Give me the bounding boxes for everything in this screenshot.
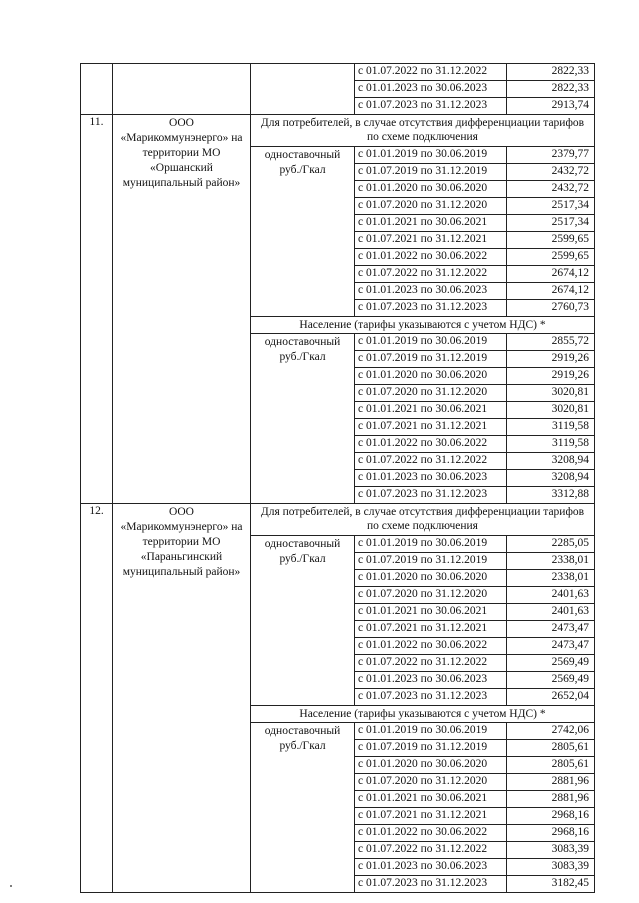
value-cell: 3119,58 <box>507 419 595 436</box>
period-cell: с 01.07.2022 по 31.12.2022 <box>355 64 507 81</box>
org-cell <box>113 64 251 115</box>
period-cell: с 01.01.2019 по 30.06.2019 <box>355 147 507 164</box>
tariff-table-body <box>81 64 595 893</box>
unit-cell: одноставочный руб./Гкал <box>251 147 355 317</box>
value-cell: 2674,12 <box>507 283 595 300</box>
period-cell: с 01.07.2023 по 31.12.2023 <box>355 876 507 893</box>
period-cell: с 01.01.2023 по 30.06.2023 <box>355 81 507 98</box>
section-title: Население (тарифы указываются с учетом НДС) * <box>251 317 595 334</box>
period-cell: с 01.01.2022 по 30.06.2022 <box>355 825 507 842</box>
scan-speck <box>10 885 12 887</box>
value-cell: 2919,26 <box>507 351 595 368</box>
period-cell: с 01.01.2020 по 30.06.2020 <box>355 181 507 198</box>
period-cell: с 01.07.2019 по 31.12.2019 <box>355 164 507 181</box>
tariff-table <box>80 63 595 893</box>
value-cell: 2742,06 <box>507 723 595 740</box>
value-cell: 2432,72 <box>507 164 595 181</box>
value-cell: 2822,33 <box>507 81 595 98</box>
value-cell: 2881,96 <box>507 791 595 808</box>
period-cell: с 01.01.2022 по 30.06.2022 <box>355 638 507 655</box>
period-cell: с 01.07.2019 по 31.12.2019 <box>355 740 507 757</box>
value-cell: 2432,72 <box>507 181 595 198</box>
value-cell: 3208,94 <box>507 453 595 470</box>
entry-number: 12. <box>81 504 113 893</box>
period-cell: с 01.01.2019 по 30.06.2019 <box>355 334 507 351</box>
unit-cell: одноставочный руб./Гкал <box>251 334 355 504</box>
period-cell: с 01.07.2023 по 31.12.2023 <box>355 300 507 317</box>
value-cell: 2805,61 <box>507 757 595 774</box>
table-row <box>81 64 595 81</box>
period-cell: с 01.07.2023 по 31.12.2023 <box>355 487 507 504</box>
value-cell: 2338,01 <box>507 553 595 570</box>
period-cell: с 01.07.2020 по 31.12.2020 <box>355 385 507 402</box>
section-title: Для потребителей, в случае отсутствия дифференциации тарифов по схеме подключения <box>251 504 595 536</box>
period-cell: с 01.07.2022 по 31.12.2022 <box>355 842 507 859</box>
period-cell: с 01.07.2023 по 31.12.2023 <box>355 98 507 115</box>
period-cell: с 01.01.2023 по 30.06.2023 <box>355 859 507 876</box>
unit-cell <box>251 64 355 115</box>
value-cell: 2517,34 <box>507 198 595 215</box>
period-cell: с 01.07.2021 по 31.12.2021 <box>355 621 507 638</box>
value-cell: 2968,16 <box>507 825 595 842</box>
value-cell: 2652,04 <box>507 689 595 706</box>
value-cell: 2822,33 <box>507 64 595 81</box>
period-cell: с 01.01.2020 по 30.06.2020 <box>355 368 507 385</box>
period-cell: с 01.07.2019 по 31.12.2019 <box>355 351 507 368</box>
value-cell: 2599,65 <box>507 249 595 266</box>
value-cell: 3119,58 <box>507 436 595 453</box>
value-cell: 2599,65 <box>507 232 595 249</box>
org-name: ООО «Марикоммунэнерго» на территории МО «Оршанский муниципальный район» <box>113 115 251 504</box>
period-cell: с 01.07.2019 по 31.12.2019 <box>355 553 507 570</box>
period-cell: с 01.01.2019 по 30.06.2019 <box>355 536 507 553</box>
period-cell: с 01.01.2023 по 30.06.2023 <box>355 283 507 300</box>
period-cell: с 01.07.2020 по 31.12.2020 <box>355 198 507 215</box>
unit-cell: одноставочный руб./Гкал <box>251 536 355 706</box>
value-cell: 3312,88 <box>507 487 595 504</box>
period-cell: с 01.07.2023 по 31.12.2023 <box>355 689 507 706</box>
period-cell: с 01.07.2021 по 31.12.2021 <box>355 232 507 249</box>
period-cell: с 01.07.2021 по 31.12.2021 <box>355 419 507 436</box>
value-cell: 2855,72 <box>507 334 595 351</box>
value-cell: 3208,94 <box>507 470 595 487</box>
period-cell: с 01.01.2023 по 30.06.2023 <box>355 672 507 689</box>
value-cell: 3020,81 <box>507 385 595 402</box>
value-cell: 2473,47 <box>507 621 595 638</box>
value-cell: 3083,39 <box>507 859 595 876</box>
org-name: ООО «Марикоммунэнерго» на территории МО «Параньгинский муниципальный район» <box>113 504 251 893</box>
value-cell: 2805,61 <box>507 740 595 757</box>
period-cell: с 01.07.2022 по 31.12.2022 <box>355 453 507 470</box>
value-cell: 2473,47 <box>507 638 595 655</box>
period-cell: с 01.01.2022 по 30.06.2022 <box>355 436 507 453</box>
value-cell: 2379,77 <box>507 147 595 164</box>
section-header-row <box>81 115 595 147</box>
value-cell: 2338,01 <box>507 570 595 587</box>
section-title: Население (тарифы указываются с учетом НДС) * <box>251 706 595 723</box>
section-title: Для потребителей, в случае отсутствия дифференциации тарифов по схеме подключения <box>251 115 595 147</box>
period-cell: с 01.07.2020 по 31.12.2020 <box>355 774 507 791</box>
period-cell: с 01.01.2020 по 30.06.2020 <box>355 757 507 774</box>
period-cell: с 01.01.2023 по 30.06.2023 <box>355 470 507 487</box>
period-cell: с 01.07.2022 по 31.12.2022 <box>355 266 507 283</box>
value-cell: 2881,96 <box>507 774 595 791</box>
value-cell: 3020,81 <box>507 402 595 419</box>
entry-number: 11. <box>81 115 113 504</box>
period-cell: с 01.07.2022 по 31.12.2022 <box>355 655 507 672</box>
section-header-row <box>81 504 595 536</box>
value-cell: 2968,16 <box>507 808 595 825</box>
value-cell: 2285,05 <box>507 536 595 553</box>
period-cell: с 01.07.2020 по 31.12.2020 <box>355 587 507 604</box>
value-cell: 2913,74 <box>507 98 595 115</box>
value-cell: 2919,26 <box>507 368 595 385</box>
value-cell: 2401,63 <box>507 587 595 604</box>
number-cell <box>81 64 113 115</box>
period-cell: с 01.01.2020 по 30.06.2020 <box>355 570 507 587</box>
period-cell: с 01.07.2021 по 31.12.2021 <box>355 808 507 825</box>
period-cell: с 01.01.2021 по 30.06.2021 <box>355 215 507 232</box>
value-cell: 2674,12 <box>507 266 595 283</box>
value-cell: 2517,34 <box>507 215 595 232</box>
period-cell: с 01.01.2022 по 30.06.2022 <box>355 249 507 266</box>
value-cell: 2569,49 <box>507 672 595 689</box>
period-cell: с 01.01.2019 по 30.06.2019 <box>355 723 507 740</box>
unit-cell: одноставочный руб./Гкал <box>251 723 355 893</box>
period-cell: с 01.01.2021 по 30.06.2021 <box>355 791 507 808</box>
value-cell: 2760,73 <box>507 300 595 317</box>
value-cell: 2569,49 <box>507 655 595 672</box>
value-cell: 2401,63 <box>507 604 595 621</box>
period-cell: с 01.01.2021 по 30.06.2021 <box>355 604 507 621</box>
value-cell: 3182,45 <box>507 876 595 893</box>
period-cell: с 01.01.2021 по 30.06.2021 <box>355 402 507 419</box>
value-cell: 3083,39 <box>507 842 595 859</box>
